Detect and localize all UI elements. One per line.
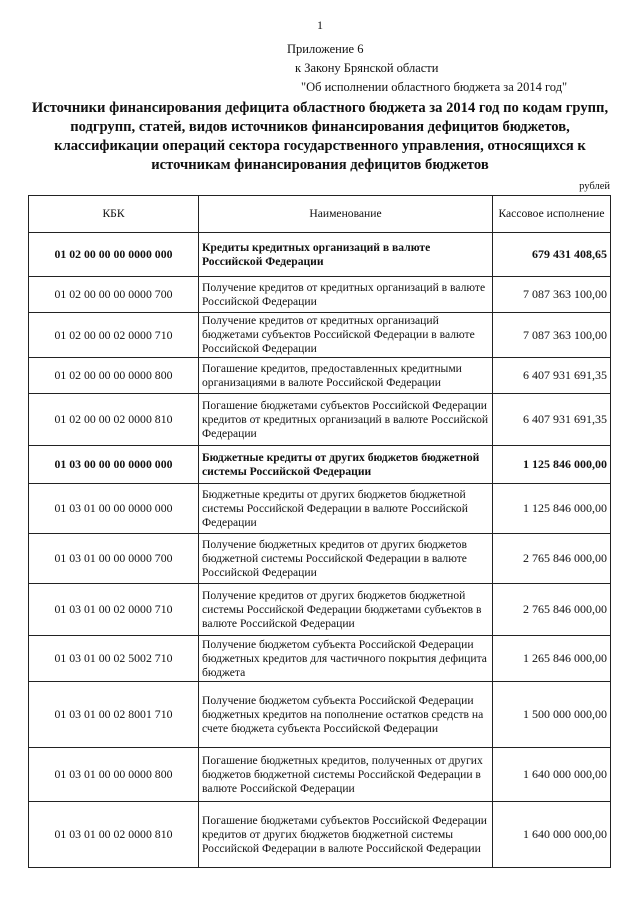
- cell-code: 01 02 00 00 00 0000 800: [29, 358, 199, 394]
- table-body: [29, 233, 611, 868]
- annex-line-3: "Об исполнении областного бюджета за 2014 год": [301, 80, 568, 94]
- cell-amount: 1 640 000 000,00: [493, 802, 611, 868]
- cell-name: Погашение бюджетами субъектов Российской Федерации кредитов от других бюджетов бюджетной системы Российской Федерации в валюте Российской Федерации: [199, 802, 493, 868]
- cell-name: Получение кредитов от других бюджетов бюджетной системы Российской Федерации бюджетами субъектов в валюте Российской Федерации: [199, 584, 493, 636]
- table-row: [29, 636, 611, 682]
- cell-code: 01 03 00 00 00 0000 000: [29, 446, 199, 484]
- cell-name: Получение бюджетных кредитов от других бюджетов бюджетной системы Российской Федерации в валюте Российской Федерации: [199, 534, 493, 584]
- cell-name: Бюджетные кредиты от других бюджетов бюджетной системы Российской Федерации: [199, 446, 493, 484]
- cell-amount: 6 407 931 691,35: [493, 394, 611, 446]
- table-header-row: [29, 196, 611, 233]
- cell-amount: 679 431 408,65: [493, 233, 611, 277]
- cell-amount: 7 087 363 100,00: [493, 313, 611, 358]
- cell-amount: 1 125 846 000,00: [493, 484, 611, 534]
- cell-code: 01 02 00 00 02 0000 710: [29, 313, 199, 358]
- cell-name: Получение бюджетом субъекта Российской Федерации бюджетных кредитов на пополнение остатков средств на счете бюджета субъекта Российской Федерации: [199, 682, 493, 748]
- table-row: [29, 802, 611, 868]
- header-amount: Кассовое исполнение: [493, 196, 611, 233]
- table-row: [29, 584, 611, 636]
- table-row: [29, 748, 611, 802]
- cell-code: 01 02 00 00 00 0000 700: [29, 277, 199, 313]
- table-row: [29, 682, 611, 748]
- cell-amount: 6 407 931 691,35: [493, 358, 611, 394]
- cell-code: 01 03 01 00 00 0000 700: [29, 534, 199, 584]
- annex-line-2: к Закону Брянской области: [295, 61, 439, 75]
- table-row: [29, 394, 611, 446]
- cell-code: 01 03 01 00 02 5002 710: [29, 636, 199, 682]
- document-title: Источники финансирования дефицита областного бюджета за 2014 год по кодам групп, подгрупп, статей, видов источников финансирования дефицитов бюджетов, классификации операций сектора государственного управления, относящихся к источникам финансирования дефицитов бюджетов: [31, 100, 609, 173]
- cell-code: 01 02 00 00 00 0000 000: [29, 233, 199, 277]
- table-row: [29, 233, 611, 277]
- cell-name: Получение кредитов от кредитных организаций бюджетами субъектов Российской Федерации в валюте Российской Федерации: [199, 313, 493, 358]
- cell-code: 01 02 00 00 02 0000 810: [29, 394, 199, 446]
- cell-code: 01 03 01 00 00 0000 800: [29, 748, 199, 802]
- cell-amount: 1 640 000 000,00: [493, 748, 611, 802]
- cell-code: 01 03 01 00 02 0000 810: [29, 802, 199, 868]
- cell-name: Получение кредитов от кредитных организаций в валюте Российской Федерации: [199, 277, 493, 313]
- header-name: Наименование: [199, 196, 493, 233]
- table-row: [29, 277, 611, 313]
- cell-amount: 2 765 846 000,00: [493, 584, 611, 636]
- table-row: [29, 446, 611, 484]
- table-row: [29, 313, 611, 358]
- cell-amount: 1 265 846 000,00: [493, 636, 611, 682]
- cell-name: Погашение бюджетных кредитов, полученных от других бюджетов бюджетной системы Российской Федерации в валюте Российской Федерации: [199, 748, 493, 802]
- units-label: рублей: [579, 181, 610, 192]
- cell-amount: 2 765 846 000,00: [493, 534, 611, 584]
- cell-name: Кредиты кредитных организаций в валюте Российской Федерации: [199, 233, 493, 277]
- table-row: [29, 358, 611, 394]
- cell-code: 01 03 01 00 02 8001 710: [29, 682, 199, 748]
- cell-code: 01 03 01 00 00 0000 000: [29, 484, 199, 534]
- financing-sources-table: [28, 195, 611, 868]
- annex-block: [287, 40, 567, 97]
- cell-name: Погашение бюджетами субъектов Российской Федерации кредитов от кредитных организаций в валюте Российской Федерации: [199, 394, 493, 446]
- cell-name: Бюджетные кредиты от других бюджетов бюджетной системы Российской Федерации в валюте Российской Федерации: [199, 484, 493, 534]
- cell-amount: 7 087 363 100,00: [493, 277, 611, 313]
- cell-amount: 1 500 000 000,00: [493, 682, 611, 748]
- cell-name: Получение бюджетом субъекта Российской Федерации бюджетных кредитов для частичного покрытия дефицита бюджета: [199, 636, 493, 682]
- cell-name: Погашение кредитов, предоставленных кредитными организациями в валюте Российской Федерации: [199, 358, 493, 394]
- table-row: [29, 484, 611, 534]
- table-row: [29, 534, 611, 584]
- header-code: КБК: [29, 196, 199, 233]
- annex-line-1: Приложение 6: [287, 42, 364, 56]
- cell-amount: 1 125 846 000,00: [493, 446, 611, 484]
- cell-code: 01 03 01 00 02 0000 710: [29, 584, 199, 636]
- page-number: 1: [317, 18, 323, 32]
